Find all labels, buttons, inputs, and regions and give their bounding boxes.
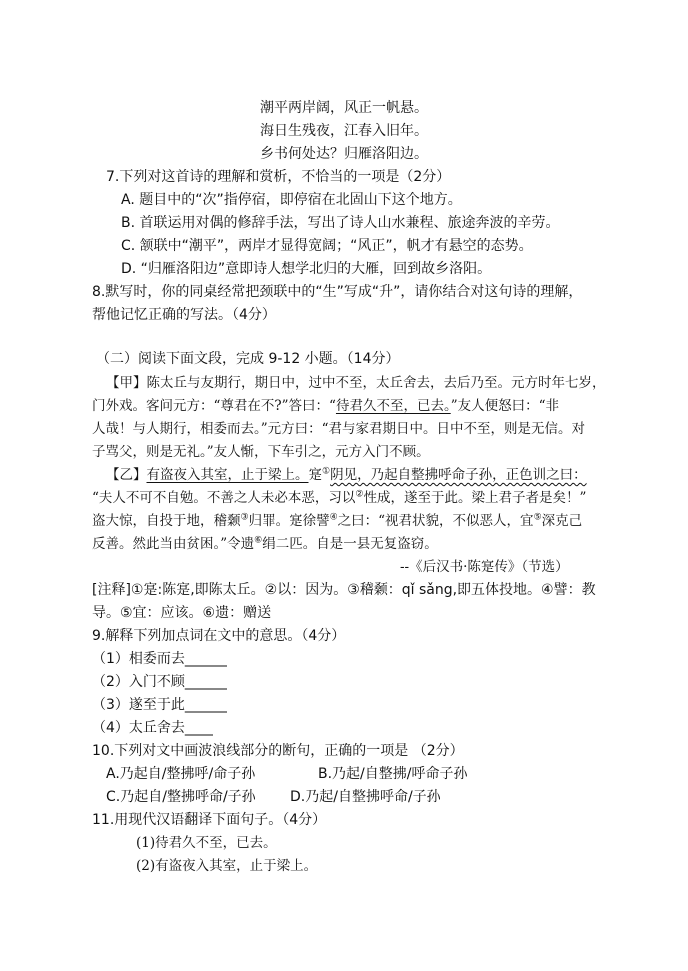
section-2-header: （二）阅读下面文段，完成 9-12 小题。（14分） — [96, 351, 400, 367]
q11-sentence-2: (2)有盗夜入其室，止于梁上。 — [136, 858, 318, 874]
poem-line-1: 潮平两岸阔，风正一帆悬。 — [260, 100, 428, 116]
q7-option-d: D. “归雁洛阳边”意即诗人想学北归的大雁，回到故乡洛阳。 — [121, 261, 492, 277]
q8-line-1: 8.默写时，你的同桌经常把颈联中的“生”写成“升”，请你结合对这句诗的理解， — [92, 284, 583, 300]
q10-option-c: C.乃起自/整拂呼命/子孙 — [106, 789, 256, 805]
q7-option-b: B. 首联运用对偶的修辞手法，写出了诗人山水兼程、旅途奔波的辛劳。 — [121, 215, 560, 231]
poem-line-2: 海日生残夜，江春入旧年。 — [260, 123, 428, 139]
q11-sentence-1: (1)待君久不至，已去。 — [136, 835, 277, 851]
q9-item-4: （4）太丘舍去____ — [92, 720, 213, 736]
jia-line-4: 子骂父，则是无礼。”友人惭，下车引之，元方入门不顾。 — [92, 444, 430, 460]
yi-underlined-sentence: 有盗夜入其室，止于梁上。 — [146, 467, 309, 483]
q7-option-a: A. 题目中的“次”指停宿，即停宿在北固山下这个地方。 — [121, 192, 462, 208]
yi-line-4: 反善。然此当由贫困。”令遗⑥绢二匹。自是一县无复盗窃。 — [92, 535, 438, 552]
poem-line-3: 乡书何处达？归雁洛阳边。 — [260, 146, 428, 162]
q10-option-a: A.乃起自/整拂呼/命子孙 — [106, 766, 256, 782]
notes-line-2: 导。⑤宜：应该。⑥遗：赠送 — [92, 605, 272, 621]
jia-line-2: 门外戏。客问元方：“尊君在不?”答曰：“待君久不至，已去。”友人便怒曰：“非 — [92, 398, 560, 414]
q10-option-d: D.乃起/自整拂呼命/子孙 — [290, 789, 441, 805]
notes-line-1: [注释]①寔:陈寔,即陈太丘。②以：因为。③稽颡：qǐ sǎng,即五体投地。④譬：教 — [92, 582, 596, 598]
q8-line-2: 帮他记忆正确的写法。（4分） — [92, 307, 276, 323]
q9-item-1: （1）相委而去______ — [92, 651, 227, 667]
q7-stem: 7.下列对这首诗的理解和赏析，不恰当的一项是（2分） — [106, 169, 451, 185]
yi-line-2: “夫人不可不自勉。不善之人未必本恶，习以②性成，遂至于此。梁上君子者是矣！” — [92, 489, 587, 506]
yi-wavy-underlined: 阴见，乃起自整拂呼命子孙，正色训之曰： — [330, 467, 587, 483]
yi-line-3: 盗大惊，自投于地，稽颡③归罪。寔徐譬④之曰：“视君状貌，不似恶人，宜⑤深克己 — [92, 512, 583, 529]
yi-line-1: 【乙】有盗夜入其室，止于梁上。寔①阴见，乃起自整拂呼命子孙，正色训之曰： — [106, 466, 587, 483]
yi-source: --《后汉书·陈寔传》（节选） — [400, 559, 569, 575]
jia-line-3: 人哉！与人期行，相委而去。”元方曰：“君与家君期日中。日中不至，则是无信。对 — [92, 421, 586, 437]
jia-line-1: 【甲】陈太丘与友期行，期日中，过中不至，太丘舍去，去后乃至。元方时年七岁， — [106, 375, 606, 391]
q10-option-b: B.乃起/自整拂/呼命子孙 — [318, 766, 468, 782]
q9-item-3: （3）遂至于此______ — [92, 697, 227, 713]
q7-option-c: C. 颔联中“潮平”，两岸才显得宽阔；“风正”，帆才有悬空的态势。 — [121, 238, 533, 254]
q9-stem: 9.解释下列加点词在文中的意思。（4分） — [92, 628, 346, 644]
q10-stem: 10.下列对文中画波浪线部分的断句，正确的一项是 （2分） — [92, 743, 464, 759]
q9-item-2: （2）入门不顾______ — [92, 674, 227, 690]
q11-stem: 11.用现代汉语翻译下面句子。（4分） — [92, 812, 327, 828]
jia-underlined-sentence: 待君久不至，已去。 — [335, 398, 451, 414]
